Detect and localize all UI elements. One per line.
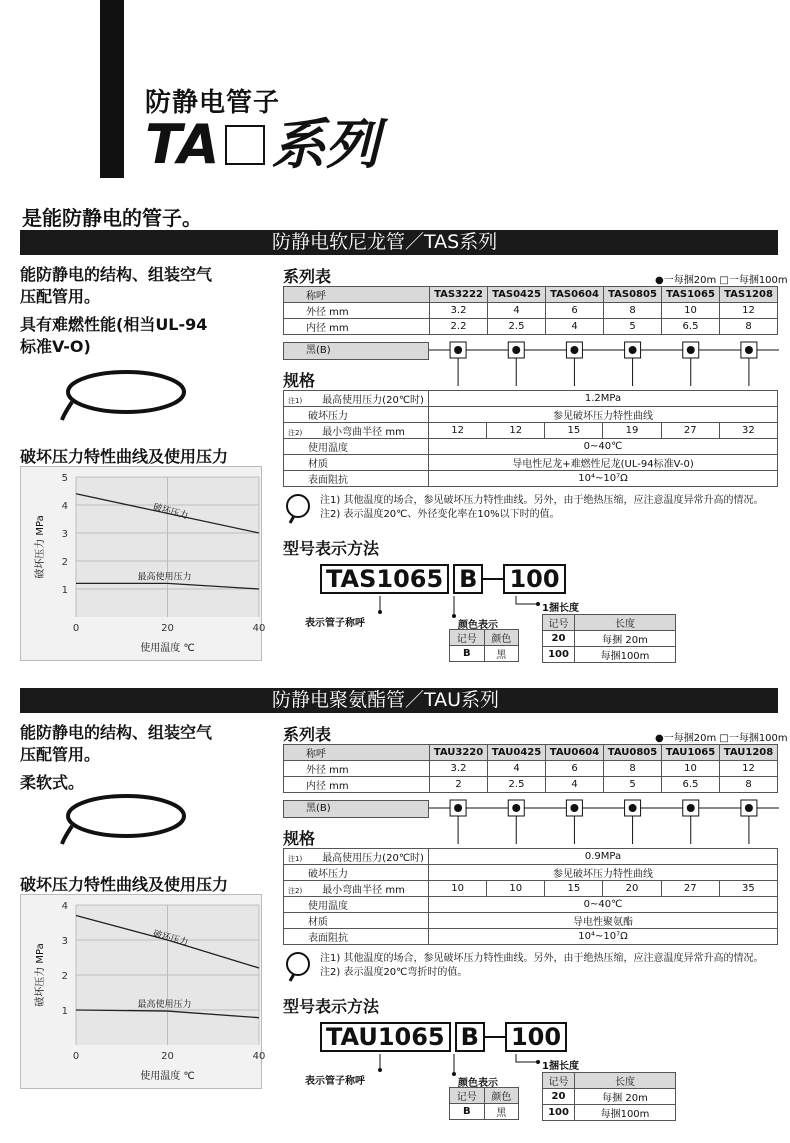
length-head: 记号 [543,615,575,631]
availability-dot-icon [745,346,753,354]
color-head: 记号 [450,1088,485,1104]
order-code-length: 100 [505,1022,567,1052]
id-label: 内径 mm [284,777,430,793]
color-label: 黑(B) [283,800,429,818]
section-band: 防静电软尼龙管／TAS系列 [20,230,778,255]
magnifier-icon [284,951,314,983]
bend-cell: 15 [545,881,603,897]
tagline: 是能防静电的管子。 [22,206,202,230]
model-cell: TAU0425 [488,745,546,761]
spec-key: 破坏压力 [284,865,429,881]
color-code: B [450,646,485,662]
chart-panel [20,466,266,661]
spec-title: 规格 [283,829,316,848]
y-tick-label: 4 [61,901,68,912]
chart-panel [20,894,266,1089]
length-head: 长度 [575,1073,676,1089]
od-cell: 10 [662,303,720,319]
availability-dot-icon [454,804,462,812]
id-cell: 5 [604,777,662,793]
order-dash [483,578,503,580]
bend-cell: 27 [661,881,719,897]
note-line: 注1) 其他温度的场合，参见破坏压力特性曲线。另外，由于绝热压缩，应注意温度异常升高的情况。 [320,495,764,506]
magnifier-icon [284,493,314,525]
series-table [283,286,778,335]
length-code: 100 [543,1105,575,1121]
availability-line [429,796,779,846]
spec-key: 最高使用压力(20℃时) [322,395,424,406]
od-cell: 8 [604,761,662,777]
od-label: 外径 mm [284,761,430,777]
id-cell: 4 [546,319,604,335]
feature-line: 柔软式。 [20,773,85,792]
spec-value: 0~40℃ [429,439,778,455]
table-header: 称呼 [284,287,430,303]
id-cell: 2.5 [488,319,546,335]
series-label: 破坏压力 [151,929,190,949]
length-head: 长度 [575,615,676,631]
tube-image [60,364,190,422]
length-label: 1捆长度 [542,603,579,614]
y-tick-label: 4 [61,501,68,512]
burst-pressure-chart [21,467,266,662]
availability-dot-icon [570,346,578,354]
spec-table [283,848,778,945]
bend-cell: 35 [719,881,777,897]
color-table [449,629,519,662]
length-value: 每捆100m [575,647,676,663]
id-cell: 2 [430,777,488,793]
feature-list [20,264,270,358]
order-code [320,564,566,594]
availability-dot-icon [745,804,753,812]
od-cell: 4 [488,303,546,319]
x-tick-label: 0 [72,1051,80,1062]
order-title: 型号表示方法 [283,997,380,1016]
note1-mark: 注1) [288,855,303,863]
x-tick-label: 0 [72,623,80,634]
feature-line: 能防静电的结构、组装空气 [20,265,213,284]
length-table [542,614,676,663]
od-cell: 8 [604,303,662,319]
od-cell: 6 [546,761,604,777]
spec-key: 使用温度 [284,439,429,455]
section-tas [0,230,790,670]
spec-value: 参见破坏压力特性曲线 [429,865,778,881]
id-cell: 2.2 [430,319,488,335]
spec-value: 10⁴~10⁷Ω [429,929,778,945]
bend-cell: 20 [603,881,661,897]
bend-cell: 10 [487,881,545,897]
color-head: 记号 [450,630,485,646]
length-value: 每捆 20m [575,631,676,647]
section-tau [0,688,790,1128]
availability-dot-icon [629,804,637,812]
id-cell: 8 [720,777,778,793]
model-cell: TAS0604 [546,287,604,303]
availability-dot-icon [687,346,695,354]
length-label: 1捆长度 [542,1061,579,1072]
id-cell: 2.5 [488,777,546,793]
note-line: 注2) 表示温度20℃弯折时的值。 [320,967,468,978]
note-line: 注2) 表示温度20℃、外径变化率在10%以下时的值。 [320,509,560,520]
series-box-icon [225,125,265,165]
color-code: B [450,1104,485,1120]
spec-key: 使用温度 [284,897,429,913]
availability-line [429,338,779,388]
availability-dot-icon [454,346,462,354]
x-axis-label: 使用温度 ℃ [140,643,195,654]
x-axis-label: 使用温度 ℃ [140,1071,195,1082]
color-table [449,1087,519,1120]
x-tick-label: 20 [161,623,174,634]
model-cell: TAU0604 [546,745,604,761]
spec-key: 表面阻抗 [284,929,429,945]
od-cell: 12 [720,303,778,319]
bend-cell: 32 [719,423,777,439]
model-cell: TAU0805 [604,745,662,761]
y-tick-label: 1 [61,1006,68,1017]
section-band: 防静电聚氨酯管／TAU系列 [20,688,778,713]
spec-title: 规格 [283,371,316,390]
spec-key: 最小弯曲半径 mm [322,427,405,438]
model-cell: TAU3220 [430,745,488,761]
bend-cell: 12 [429,423,487,439]
chart-caption: 破坏压力特性曲线及使用压力 [20,875,229,894]
color-name: 黑 [484,1104,519,1120]
spec-value: 0~40℃ [429,897,778,913]
id-cell: 6.5 [662,319,720,335]
note2-mark: 注2) [288,429,303,437]
order-code-color: B [455,1022,485,1052]
series-label: 最高使用压力 [137,1000,192,1011]
od-label: 外径 mm [284,303,430,319]
bend-cell: 19 [603,423,661,439]
legend: ●一每捆20m □一每捆100m [655,733,788,744]
notes [320,952,782,980]
spec-value: 参见破坏压力特性曲线 [429,407,778,423]
model-cell: TAS1208 [720,287,778,303]
model-cell: TAS0425 [488,287,546,303]
feature-line: 标准V-O) [20,337,91,356]
od-cell: 4 [488,761,546,777]
note2-mark: 注2) [288,887,303,895]
chart-caption: 破坏压力特性曲线及使用压力 [20,447,229,466]
spec-key: 最高使用压力(20℃时) [322,853,424,864]
series-prefix: TA [145,113,220,176]
tube-image [60,788,190,846]
model-cell: TAS1065 [662,287,720,303]
availability-dot-icon [512,804,520,812]
model-cell: TAU1208 [720,745,778,761]
y-tick-label: 1 [61,585,68,596]
id-label: 内径 mm [284,319,430,335]
bend-cell: 27 [661,423,719,439]
model-cell: TAS3222 [430,287,488,303]
order-code-color: B [453,564,483,594]
y-tick-label: 3 [61,529,68,540]
spec-value: 0.9MPa [429,849,778,865]
color-code-label: 颜色表示 [458,1078,498,1089]
x-tick-label: 40 [252,623,266,634]
spec-key: 材质 [284,455,429,471]
series-title [145,113,380,176]
order-dash [485,1036,505,1038]
header-bar [100,0,124,178]
length-code: 20 [543,1089,575,1105]
length-head: 记号 [543,1073,575,1089]
spec-key: 破坏压力 [284,407,429,423]
color-head: 颜色 [484,630,519,646]
page-title: 防静电管子 [145,88,281,118]
order-code-length: 100 [503,564,565,594]
feature-line: 压配管用。 [20,287,101,306]
spec-key: 材质 [284,913,429,929]
length-value: 每捆 20m [575,1089,676,1105]
series-table-title: 系列表 [283,725,332,744]
x-tick-label: 40 [252,1051,266,1062]
bend-cell: 15 [545,423,603,439]
length-value: 每捆100m [575,1105,676,1121]
y-tick-label: 2 [61,971,68,982]
x-tick-label: 20 [161,1051,174,1062]
spec-key: 表面阻抗 [284,471,429,487]
id-cell: 5 [604,319,662,335]
spec-value: 10⁴~10⁷Ω [429,471,778,487]
y-axis-label: 破坏压力 MPa [35,515,46,579]
order-code [320,1022,567,1052]
order-code-model: TAU1065 [320,1022,451,1052]
id-cell: 8 [720,319,778,335]
od-cell: 6 [546,303,604,319]
od-cell: 10 [662,761,720,777]
series-label: 破坏压力 [151,502,190,522]
spec-key: 最小弯曲半径 mm [322,885,405,896]
color-label: 黑(B) [283,342,429,360]
name-label: 表示管子称呼 [305,1076,365,1087]
series-table-title: 系列表 [283,267,332,286]
spec-value: 1.2MPa [429,391,778,407]
bend-cell: 12 [487,423,545,439]
length-table [542,1072,676,1121]
name-label: 表示管子称呼 [305,618,365,629]
y-axis-label: 破坏压力 MPa [35,943,46,1007]
od-cell: 3.2 [430,303,488,319]
length-code: 100 [543,647,575,663]
y-tick-label: 2 [61,557,68,568]
notes [320,494,782,522]
availability-dot-icon [687,804,695,812]
feature-line: 具有难燃性能(相当UL-94 [20,315,208,334]
color-code-label: 颜色表示 [458,620,498,631]
feature-line: 能防静电的结构、组装空气 [20,723,213,742]
availability-dot-icon [570,804,578,812]
feature-list [20,722,270,794]
color-head: 颜色 [484,1088,519,1104]
note-line: 注1) 其他温度的场合，参见破坏压力特性曲线。另外，由于绝热压缩，应注意温度异常升高的情况。 [320,953,764,964]
note1-mark: 注1) [288,397,303,405]
availability-dot-icon [629,346,637,354]
series-table [283,744,778,793]
length-code: 20 [543,631,575,647]
legend: ●一每捆20m □一每捆100m [655,275,788,286]
spec-value: 导电性聚氨酯 [429,913,778,929]
spec-table [283,390,778,487]
model-cell: TAS0805 [604,287,662,303]
availability-dot-icon [512,346,520,354]
color-name: 黑 [484,646,519,662]
table-header: 称呼 [284,745,430,761]
od-cell: 3.2 [430,761,488,777]
order-code-model: TAS1065 [320,564,449,594]
spec-value: 导电性尼龙+难燃性尼龙(UL-94标准V-0) [429,455,778,471]
y-tick-label: 3 [61,936,68,947]
od-cell: 12 [720,761,778,777]
series-suffix: 系列 [271,113,380,176]
series-label: 最高使用压力 [137,572,192,583]
burst-pressure-chart [21,895,266,1090]
feature-line: 压配管用。 [20,745,101,764]
order-title: 型号表示方法 [283,539,380,558]
id-cell: 4 [546,777,604,793]
model-cell: TAU1065 [662,745,720,761]
bend-cell: 10 [429,881,487,897]
id-cell: 6.5 [662,777,720,793]
y-tick-label: 5 [61,473,68,484]
